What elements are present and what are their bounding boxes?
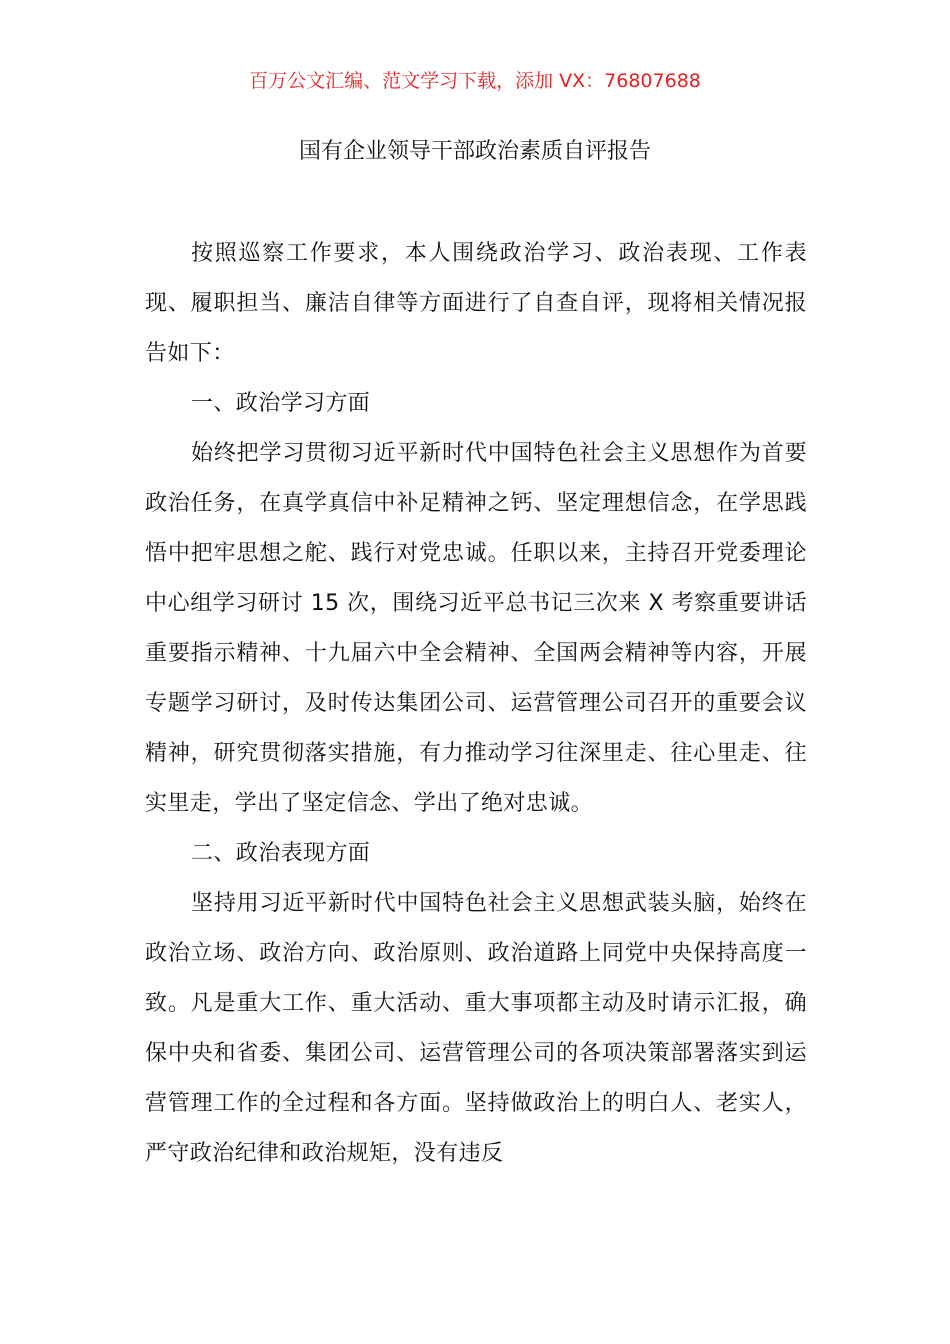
section-heading-political-study: 一、政治学习方面 [191,391,371,416]
header-banner: 百万公文汇编、范文学习下载，添加 VX：76807688 [249,70,701,92]
paragraph-political-study: 始终把学习贯彻习近平新时代中国特色社会主义思想作为首要政治任务，在真学真信中补足精神之钙、坚定理想信念，在学思践悟中把牢思想之舵、践行对党忠诚。任职以来，主持召开党委理论中心组学习研讨 15 次，围绕习近平总书记三次来 X 考察重要讲话重要指示精神、十九届六中全会精神、全国两会精神等内容，开展专题学习研讨，及时传达集团公司、运营管理公司召开的重要会议精神，研究贯彻落实措施，有力推动学习往深里走、往心里走、往实里走，学出了坚定信念、学出了绝对忠诚。 [145,441,807,816]
intro-paragraph: 按照巡察工作要求，本人围绕政治学习、政治表现、工作表现、履职担当、廉洁自律等方面进行了自查自评，现将相关情况报告如下： [145,241,807,366]
section-heading-political-performance: 二、政治表现方面 [191,841,371,866]
document-title: 国有企业领导干部政治素质自评报告 [298,139,651,164]
paragraph-political-performance: 坚持用习近平新时代中国特色社会主义思想武装头脑，始终在政治立场、政治方向、政治原则、政治道路上同党中央保持高度一致。凡是重大工作、重大活动、重大事项都主动及时请示汇报，确保中央和省委、集团公司、运营管理公司的各项决策部署落实到运营管理工作的全过程和各方面。坚持做政治上的明白人、老实人，严守政治纪律和政治规矩，没有违反 [145,891,807,1166]
document-body [145,229,807,1179]
